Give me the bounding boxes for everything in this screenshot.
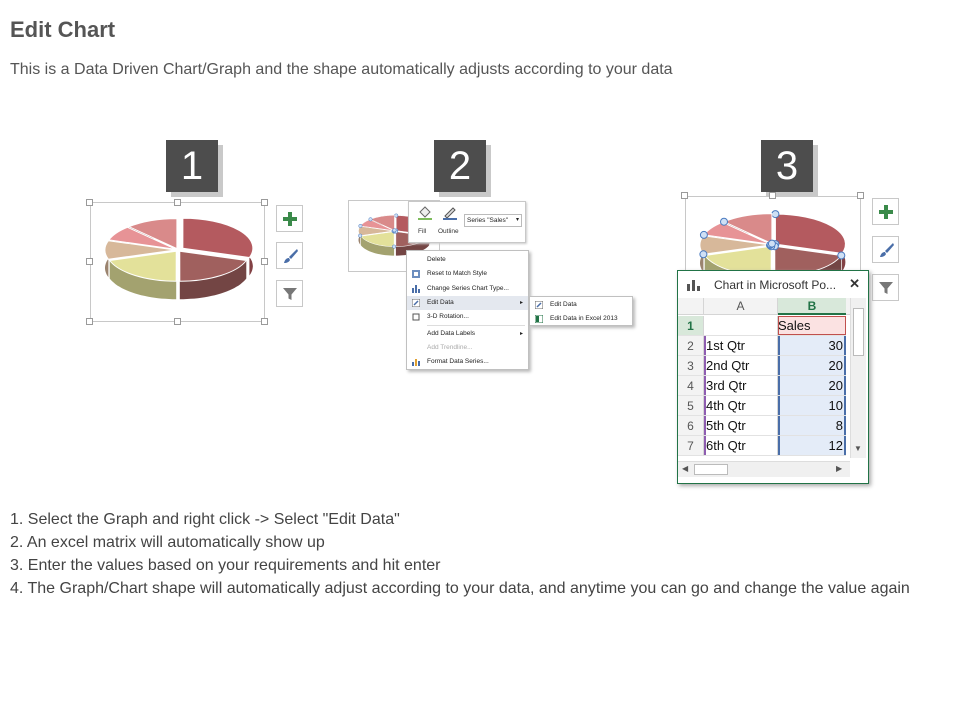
chevron-down-icon: ▾ <box>515 217 519 223</box>
paint-bucket-icon <box>417 206 433 220</box>
cell-a[interactable]: 4th Qtr <box>704 396 778 416</box>
chart-styles-button[interactable] <box>276 242 303 269</box>
edit-data-submenu <box>529 296 633 326</box>
row-header[interactable]: 2 <box>678 336 704 356</box>
menu-label: Add Trendline... <box>427 344 473 351</box>
filter-icon <box>282 286 298 302</box>
selection-point-handle[interactable] <box>721 218 728 225</box>
reset-style-icon <box>412 270 420 278</box>
page-subtitle: This is a Data Driven Chart/Graph and the shape automatically adjusts according to your data <box>10 61 673 78</box>
submenu-arrow-icon: ▸ <box>519 331 523 337</box>
close-icon[interactable]: ✕ <box>849 276 860 291</box>
edit-data-icon <box>412 299 420 307</box>
selection-point-handle[interactable] <box>772 211 779 218</box>
resize-handle[interactable] <box>174 318 181 325</box>
menu-label: Edit Data <box>427 299 454 306</box>
row-header[interactable]: 5 <box>678 396 704 416</box>
selection-point-handle[interactable] <box>700 231 707 238</box>
cell-b[interactable]: 20 <box>778 356 846 376</box>
menu-label: Change Series Chart Type... <box>427 285 509 292</box>
resize-handle[interactable] <box>261 258 268 265</box>
menu-separator <box>427 325 525 326</box>
submenu-item-edit-data[interactable] <box>530 298 632 312</box>
plus-icon <box>282 211 298 227</box>
cell-a[interactable] <box>704 316 778 336</box>
pie-slice[interactable] <box>183 218 253 257</box>
menu-item-change-chart-type[interactable] <box>407 282 528 296</box>
instruction-step: 1. Select the Graph and right click -> Select "Edit Data" <box>10 511 400 528</box>
menu-label: Reset to Match Style <box>427 270 487 277</box>
chart-filters-button[interactable] <box>276 280 303 307</box>
resize-handle[interactable] <box>86 318 93 325</box>
excel-title-bar <box>678 271 868 297</box>
selection-point-handle[interactable] <box>838 252 845 259</box>
delete-icon <box>412 256 420 264</box>
row-header[interactable]: 3 <box>678 356 704 376</box>
excel-title: Chart in Microsoft Po... <box>714 278 837 292</box>
pie-chart-1[interactable] <box>98 210 258 310</box>
menu-item-delete[interactable] <box>407 253 528 267</box>
scroll-thumb[interactable] <box>694 464 728 475</box>
menu-label: Add Data Labels <box>427 330 476 337</box>
context-menu <box>406 250 529 370</box>
column-header-b[interactable]: B <box>778 298 846 315</box>
menu-label: Delete <box>427 256 446 263</box>
edit-data-icon <box>535 301 543 309</box>
menu-item-add-trendline <box>407 341 528 355</box>
fill-button[interactable] <box>414 206 436 240</box>
resize-handle[interactable] <box>857 192 864 199</box>
vertical-scrollbar[interactable] <box>850 298 866 458</box>
selection-point-handle[interactable] <box>359 224 363 228</box>
resize-handle[interactable] <box>769 192 776 199</box>
mini-format-toolbar <box>408 201 526 243</box>
row-header[interactable]: 4 <box>678 376 704 396</box>
row-header[interactable]: 1 <box>678 316 704 336</box>
selection-point-handle[interactable] <box>369 218 373 222</box>
step-badge-2: 2 <box>434 140 486 192</box>
rotation-icon <box>412 313 420 321</box>
chart-elements-button[interactable] <box>276 205 303 232</box>
scroll-thumb[interactable] <box>853 308 864 356</box>
row-header[interactable]: 6 <box>678 416 704 436</box>
scroll-right-icon[interactable]: ▶ <box>836 464 843 473</box>
page-title: Edit Chart <box>10 17 116 42</box>
resize-handle[interactable] <box>86 199 93 206</box>
select-all-corner[interactable] <box>678 298 704 315</box>
menu-label: 3-D Rotation... <box>427 313 469 320</box>
cell-b[interactable]: 30 <box>778 336 846 356</box>
series-select[interactable] <box>464 214 522 227</box>
pen-outline-icon <box>442 206 458 220</box>
menu-label: Edit Data <box>550 301 577 308</box>
resize-handle[interactable] <box>261 199 268 206</box>
brush-icon <box>281 247 299 265</box>
cell-a[interactable]: 1st Qtr <box>704 336 778 356</box>
excel-icon <box>535 315 543 323</box>
resize-handle[interactable] <box>174 199 181 206</box>
cell-a[interactable]: 5th Qtr <box>704 416 778 436</box>
brush-icon <box>877 241 895 259</box>
column-header-row <box>678 298 850 315</box>
menu-item-add-data-labels[interactable] <box>407 327 528 341</box>
column-header-a[interactable]: A <box>704 298 778 315</box>
menu-item-edit-data[interactable] <box>407 296 528 310</box>
series-select-value: Series "Sales" <box>467 217 509 224</box>
instruction-step: 3. Enter the values based on your requirements and hit enter <box>10 557 441 574</box>
selection-point-handle[interactable] <box>392 245 396 249</box>
row-header[interactable]: 7 <box>678 436 704 456</box>
resize-handle[interactable] <box>261 318 268 325</box>
scroll-left-icon[interactable]: ◀ <box>682 464 689 473</box>
selection-point-handle[interactable] <box>768 240 775 247</box>
format-series-icon <box>412 358 420 366</box>
menu-label: Format Data Series... <box>427 358 489 365</box>
step-badge-3: 3 <box>761 140 813 192</box>
cell-a[interactable]: 6th Qtr <box>704 436 778 456</box>
selection-point-handle[interactable] <box>394 214 398 218</box>
bar-chart-icon <box>412 285 420 293</box>
instructions-list <box>10 508 940 600</box>
instruction-step: 2. An excel matrix will automatically show up <box>10 534 325 551</box>
cell-b[interactable]: 12 <box>778 436 846 456</box>
scroll-down-icon[interactable]: ▼ <box>854 444 862 453</box>
outline-label: Outline <box>438 228 459 235</box>
selection-point-handle[interactable] <box>700 251 707 258</box>
cell-b[interactable]: Sales <box>778 316 846 336</box>
plus-icon <box>878 204 894 220</box>
cell-b[interactable]: 10 <box>778 396 846 416</box>
chart-elements-button[interactable] <box>872 198 899 225</box>
horizontal-scrollbar[interactable] <box>678 461 850 477</box>
outline-button[interactable] <box>438 206 462 240</box>
submenu-item-edit-data-excel[interactable] <box>530 312 632 326</box>
resize-handle[interactable] <box>86 258 93 265</box>
fill-label: Fill <box>418 228 427 235</box>
menu-item-format-data-series[interactable] <box>407 355 528 369</box>
cell-b[interactable]: 8 <box>778 416 846 436</box>
cell-a[interactable]: 3rd Qtr <box>704 376 778 396</box>
cell-b[interactable]: 20 <box>778 376 846 396</box>
selection-point-handle[interactable] <box>358 234 362 238</box>
excel-data-window <box>677 270 869 484</box>
chart-icon <box>687 279 701 291</box>
submenu-arrow-icon: ▸ <box>519 300 523 306</box>
resize-handle[interactable] <box>681 192 688 199</box>
menu-item-3d-rotation[interactable] <box>407 310 528 324</box>
instruction-step: 4. The Graph/Chart shape will automatically adjust according to your data, and anytime you can go and change the value again <box>10 580 910 597</box>
menu-label: Edit Data in Excel 2013 <box>550 315 618 322</box>
cell-a[interactable]: 2nd Qtr <box>704 356 778 376</box>
chart-filters-button[interactable] <box>872 274 899 301</box>
selection-point-handle[interactable] <box>393 229 397 233</box>
menu-item-reset-style[interactable] <box>407 267 528 281</box>
filter-icon <box>878 280 894 296</box>
step-badge-1: 1 <box>166 140 218 192</box>
chart-styles-button[interactable] <box>872 236 899 263</box>
